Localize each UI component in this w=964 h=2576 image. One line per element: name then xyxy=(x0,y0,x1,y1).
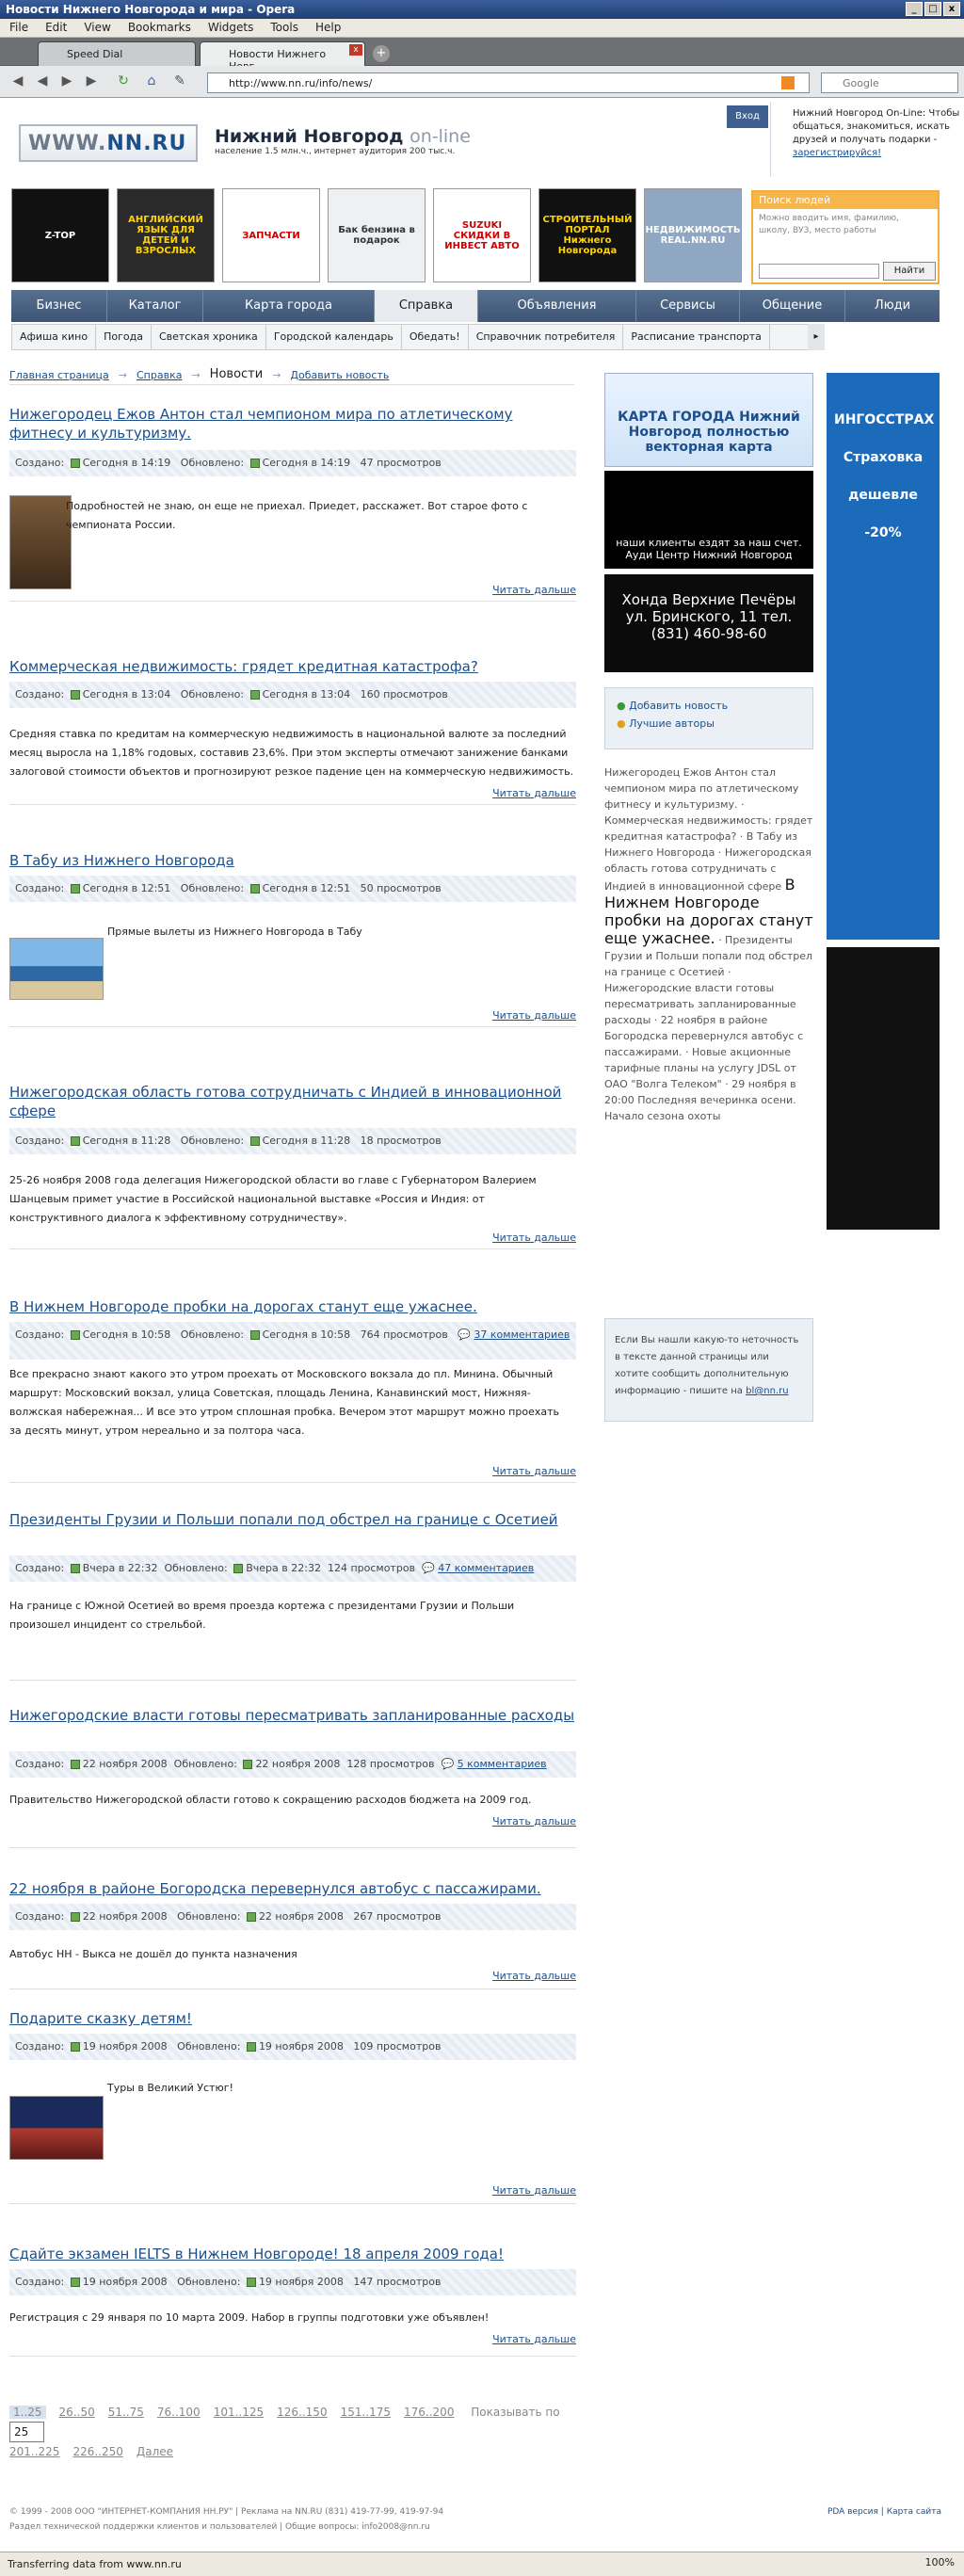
minimize-button[interactable]: _ xyxy=(906,2,923,16)
menu-file[interactable]: File xyxy=(9,21,29,34)
ad-audi[interactable]: наши клиенты ездят за наш счет. Ауди Центр Нижний Новгород xyxy=(604,471,813,569)
calendar-icon xyxy=(250,459,260,468)
subnav-lunch[interactable]: Обедать! xyxy=(402,325,469,349)
read-more-link[interactable]: Читать дальше xyxy=(492,1815,576,1827)
banner-parts[interactable]: ЗАПЧАСТИ xyxy=(222,188,320,282)
calendar-icon xyxy=(71,1564,80,1573)
news-actions-box xyxy=(604,687,813,749)
comment-icon: 💬 xyxy=(441,1758,455,1770)
tab-speed-dial[interactable] xyxy=(38,41,196,66)
search-input[interactable]: Google xyxy=(821,72,958,93)
article-text: Правительство Нижегородской области готово к сокращению расходов бюджета на 2009 год. xyxy=(9,1794,532,1806)
menu-help[interactable]: Help xyxy=(314,21,342,34)
address-bar xyxy=(0,66,964,98)
pagination xyxy=(9,2403,576,2461)
created-value: 19 ноября 2008 xyxy=(82,2040,168,2053)
calendar-icon xyxy=(243,1760,252,1769)
article-title[interactable]: Сдайте экзамен IELTS в Нижнем Новгороде! 18 апреля 2009 года! xyxy=(9,2246,505,2262)
tag-cloud-text[interactable]: · Президенты Грузии и Польши попали под обстрел на границе с Осетией · Нижегородские власти готовы пересматривать запланированные расходы · 22 ноября в районе Богородска перевернулся автобус с пассажирами. · Новые акционные тарифные планы на услугу JDSL от ОАО "Волга Телеком" · 29 ноября в 20:00 Последняя вечеринка осени. Начало сезона охоты xyxy=(604,934,813,1122)
rss-icon[interactable] xyxy=(781,76,795,89)
reload-icon[interactable]: ↻ xyxy=(118,73,129,89)
nav-reference[interactable]: Справка xyxy=(375,290,478,322)
article xyxy=(9,1706,576,1885)
created-value: Сегодня в 12:51 xyxy=(82,882,171,894)
menu-widgets[interactable]: Widgets xyxy=(207,21,254,34)
article-title[interactable]: В Табу из Нижнего Новгорода xyxy=(9,852,234,869)
crumb-arrow-icon: → xyxy=(118,369,127,381)
tab-label: Speed Dial xyxy=(67,48,123,60)
new-tab-button[interactable]: + xyxy=(373,45,390,62)
feedback-note xyxy=(604,1318,813,1422)
created-label: Создано: xyxy=(15,2040,65,2053)
created-label: Создано: xyxy=(15,688,65,700)
article-divider xyxy=(9,601,576,602)
read-more-link[interactable]: Читать дальше xyxy=(492,2184,576,2197)
logo-main: NN.RU xyxy=(106,132,187,155)
created-value: 22 ноября 2008 xyxy=(82,1758,168,1770)
article-text: Регистрация с 29 января по 10 марта 2009. Набор в группы подготовки уже объявлен! xyxy=(9,2311,490,2324)
subnav-cinema[interactable]: Афиша кино xyxy=(12,325,96,349)
main-nav xyxy=(11,290,940,322)
updated-label: Обновлено: xyxy=(177,1910,241,1923)
article xyxy=(9,1083,576,1252)
article-meta xyxy=(9,682,576,708)
login-text xyxy=(793,107,960,160)
news-tag-cloud xyxy=(604,765,813,1141)
register-link[interactable]: зарегистрируйся! xyxy=(793,148,882,158)
calendar-icon xyxy=(247,2278,256,2287)
views-count: 160 просмотров xyxy=(360,688,448,700)
add-news-label: Добавить новость xyxy=(629,700,729,712)
add-news-action[interactable] xyxy=(617,700,801,712)
subnav-transport[interactable]: Расписание транспорта xyxy=(623,325,770,349)
calendar-icon xyxy=(250,690,260,700)
people-search-box xyxy=(751,190,940,284)
updated-label: Обновлено: xyxy=(177,2040,241,2053)
footer-links[interactable]: PDA версия | Карта сайта xyxy=(827,2507,941,2517)
article xyxy=(9,1510,576,1689)
article-meta xyxy=(9,876,576,902)
created-value: Вчера в 22:32 xyxy=(82,1562,158,1574)
calendar-icon xyxy=(71,1760,80,1769)
forward-icon[interactable]: ▶ xyxy=(61,73,72,89)
footer xyxy=(9,2504,941,2535)
home-icon[interactable]: ⌂ xyxy=(147,73,156,89)
read-more-link[interactable]: Читать дальше xyxy=(492,1009,576,1022)
article-divider xyxy=(9,2203,576,2204)
calendar-icon xyxy=(247,1912,256,1922)
page-title: Новости xyxy=(209,367,264,381)
article-photo[interactable] xyxy=(9,495,72,589)
nav-ads[interactable]: Объявления xyxy=(478,290,636,322)
banner-suzuki[interactable]: SUZUKI СКИДКИ В ИНВЕСТ АВТО xyxy=(433,188,531,282)
updated-label: Обновлено: xyxy=(173,1758,237,1770)
created-value: 22 ноября 2008 xyxy=(82,1910,168,1923)
page-link[interactable]: 226..250 xyxy=(72,2445,123,2458)
created-label: Создано: xyxy=(15,1910,65,1923)
ad-honda[interactable]: Хонда Верхние Печёры ул. Бринского, 11 тел. (831) 460-98-60 xyxy=(604,574,813,672)
created-value: Сегодня в 14:19 xyxy=(82,457,171,469)
comment-icon: 💬 xyxy=(458,1328,471,1341)
calendar-icon xyxy=(247,2042,256,2052)
article-title[interactable]: Нижегородская область готова сотрудничать с Индией в инновационной сфере xyxy=(9,1084,562,1119)
subnav-calendar[interactable]: Городской календарь xyxy=(266,325,402,349)
banner-real[interactable]: НЕДВИЖИМОСТЬ REAL.NN.RU xyxy=(644,188,742,282)
nav-community[interactable]: Общение xyxy=(740,290,845,322)
tag-cloud-featured[interactable]: В Нижнем Новгороде пробки на дорогах станут еще ужаснее. xyxy=(604,876,813,947)
comments-link[interactable]: 47 комментариев xyxy=(438,1562,535,1574)
tab-bar xyxy=(0,38,964,66)
rewind-icon[interactable]: ◀ xyxy=(37,73,48,89)
status-text: Transferring data from www.nn.ru xyxy=(8,2558,182,2570)
nav-services[interactable]: Сервисы xyxy=(636,290,740,322)
created-value: Сегодня в 13:04 xyxy=(82,688,171,700)
page-link[interactable]: 201..225 xyxy=(9,2445,60,2458)
sub-nav xyxy=(11,324,825,350)
tab-label: Новости Нижнего xyxy=(229,48,327,60)
updated-value: Сегодня в 13:04 xyxy=(262,688,351,700)
people-search-button[interactable]: Найти xyxy=(883,262,936,281)
updated-label: Обновлено: xyxy=(180,457,245,469)
article-divider xyxy=(9,2356,576,2357)
views-count: 764 просмотров xyxy=(360,1328,448,1341)
calendar-icon xyxy=(71,1330,80,1340)
article xyxy=(9,2245,576,2395)
article-meta xyxy=(9,2269,576,2295)
status-bar xyxy=(0,2552,964,2576)
calendar-icon xyxy=(71,1912,80,1922)
updated-value: 19 ноября 2008 xyxy=(258,2040,344,2053)
article-text: На границе с Южной Осетией во время проезда кортежа с президентами Грузии и Польши произошел инцидент со стрельбой. xyxy=(9,1600,515,1631)
article-text: Средняя ставка по кредитам на коммерческую недвижимость в национальной валюте за последний месяц выросла на 1,18% годовых, составив 23,6%. При этом эксперты отмечают занижение банками залоговой стоимости объектов и прогнозируют резкое падение цен на коммерческую недвижимость. xyxy=(9,728,574,778)
site-title xyxy=(215,126,471,147)
page-size-select[interactable]: 25 xyxy=(9,2422,44,2442)
maximize-button[interactable]: □ xyxy=(924,2,941,16)
article-text: Все прекрасно знают какого это утром проехать от Московского вокзала до пл. Минина. Обычный маршрут: Московский вокзал, улица Советская, площадь Ленина, Канавинский мост, Нижняя-волжская набережная... И все это утром сплошная пробка. Вечером этот маршрут можно проехать за десять минут, утром нереально и за полтора часа. xyxy=(9,1368,559,1437)
page-link[interactable]: 76..100 xyxy=(156,2406,201,2419)
article-meta xyxy=(9,1322,576,1360)
calendar-icon xyxy=(233,1564,243,1573)
tab-news[interactable] xyxy=(200,41,365,66)
article-meta xyxy=(9,1555,576,1582)
nav-city-map[interactable]: Карта города xyxy=(203,290,375,322)
views-count: 147 просмотров xyxy=(353,2276,442,2288)
updated-value: Сегодня в 11:28 xyxy=(262,1135,351,1147)
article xyxy=(9,1297,576,1495)
views-count: 267 просмотров xyxy=(353,1910,442,1923)
updated-value: Сегодня в 14:19 xyxy=(262,457,351,469)
page-size-label: Показывать по xyxy=(471,2406,560,2419)
add-news-link[interactable]: Добавить новость xyxy=(290,369,390,381)
article-title[interactable]: Президенты Грузии и Польши попали под обстрел на границе с Осетией xyxy=(9,1511,558,1528)
updated-value: Вчера в 22:32 xyxy=(246,1562,321,1574)
created-label: Создано: xyxy=(15,882,65,894)
calendar-icon xyxy=(71,884,80,894)
feedback-text: Если Вы нашли какую-то неточность в тексте данной страницы или хотите сообщить дополнительную информацию - пишите на xyxy=(615,1335,799,1396)
article xyxy=(9,657,576,817)
close-window-button[interactable]: x xyxy=(943,2,960,16)
banner-english[interactable]: АНГЛИЙСКИЙ ЯЗЫК ДЛЯ ДЕТЕЙ И ВЗРОСЛЫХ xyxy=(117,188,215,282)
calendar-icon xyxy=(71,2042,80,2052)
fast-forward-icon[interactable]: ▶ xyxy=(86,73,97,89)
subnav-chronicle[interactable]: Светская хроника xyxy=(152,325,266,349)
article-meta xyxy=(9,1751,576,1778)
page-link[interactable]: 101..125 xyxy=(213,2406,265,2419)
updated-value: Сегодня в 10:58 xyxy=(262,1328,351,1341)
site-title-text: Нижний Новгород xyxy=(215,126,404,147)
article-divider xyxy=(9,1847,576,1848)
footer-support: Раздел технической поддержки клиентов и пользователей | Общие вопросы: info2008@nn.ru xyxy=(9,2522,430,2532)
calendar-icon xyxy=(71,1136,80,1146)
article-divider xyxy=(9,804,576,805)
best-authors-action[interactable] xyxy=(617,717,801,730)
calendar-icon xyxy=(71,2278,80,2287)
crumb-reference[interactable]: Справка xyxy=(136,369,183,381)
created-label: Создано: xyxy=(15,1328,65,1341)
article-divider xyxy=(9,1680,576,1681)
people-search-hint: Можно вводить имя, фамилию, школу, ВУЗ, место работы xyxy=(759,214,899,235)
tag-cloud-text[interactable]: Нижегородец Ежов Антон стал чемпионом мира по атлетическому фитнесу и культуризму. · Коммерческая недвижимость: грядет кредитная катастрофа? · В Табу из Нижнего Новгорода · Нижегородская область готова сотрудничать с Индией в инновационной сфере xyxy=(604,766,813,893)
article-title[interactable]: Коммерческая недвижимость: грядет кредитная катастрофа? xyxy=(9,658,478,675)
calendar-icon xyxy=(250,884,260,894)
article-photo[interactable] xyxy=(9,938,104,1000)
login-button[interactable]: Вход xyxy=(727,105,768,128)
people-search-title: Поиск людей xyxy=(753,192,938,209)
window-titlebar xyxy=(0,0,964,19)
logo-prefix: WWW. xyxy=(28,132,107,155)
article-text: Автобус НН - Выкса не дошёл до пункта назначения xyxy=(9,1948,297,1960)
updated-label: Обновлено: xyxy=(177,2276,241,2288)
banner-ztop[interactable]: Z-TOP xyxy=(11,188,109,282)
url-field[interactable]: http://www.nn.ru/info/news/ xyxy=(207,72,810,93)
comments-link[interactable]: 5 комментариев xyxy=(457,1758,547,1770)
menu-view[interactable]: View xyxy=(84,21,111,34)
next-page-link[interactable]: Далее xyxy=(136,2445,174,2458)
read-more-link[interactable]: Читать дальше xyxy=(492,787,576,799)
crumb-arrow-icon: → xyxy=(191,369,201,381)
calendar-icon xyxy=(71,459,80,468)
site-title-suffix: on-line xyxy=(410,126,471,147)
updated-label: Обновлено: xyxy=(180,1135,245,1147)
wand-icon[interactable]: ✎ xyxy=(174,73,185,89)
ad-car-dark[interactable] xyxy=(827,947,940,1230)
article-title[interactable]: В Нижнем Новгороде пробки на дорогах станут еще ужаснее. xyxy=(9,1298,477,1315)
created-value: Сегодня в 11:28 xyxy=(82,1135,171,1147)
article-divider xyxy=(9,1248,576,1249)
read-more-link[interactable]: Читать дальше xyxy=(492,584,576,596)
updated-label: Обновлено: xyxy=(180,882,245,894)
crumb-arrow-icon: → xyxy=(272,369,281,381)
page-link[interactable]: 151..175 xyxy=(340,2406,392,2419)
read-more-link[interactable]: Читать дальше xyxy=(492,1232,576,1244)
created-value: 19 ноября 2008 xyxy=(82,2276,168,2288)
login-text-body: Нижний Новгород On-Line: Чтобы общаться, знакомиться, искать друзей и получать подарки - xyxy=(793,108,960,145)
views-count: 47 просмотров xyxy=(360,457,442,469)
updated-value: Сегодня в 12:51 xyxy=(262,882,351,894)
subnav-more-icon[interactable]: ▸ xyxy=(808,324,825,350)
page-link[interactable]: 26..50 xyxy=(58,2406,95,2419)
page-link[interactable]: 176..200 xyxy=(404,2406,455,2419)
article-text: Подробностей не знаю, он еще не приехал. Приедет, расскажет. Вот старое фото с чемпионата России. xyxy=(66,500,528,531)
site-subtitle: население 1.5 млн.ч., интернет аудитория 200 тыс.ч. xyxy=(215,147,456,156)
article-title[interactable]: 22 ноября в районе Богородска перевернулся автобус с пассажирами. xyxy=(9,1880,541,1897)
breadcrumb xyxy=(9,369,389,381)
updated-label: Обновлено: xyxy=(164,1562,228,1574)
subnav-weather[interactable]: Погода xyxy=(96,325,152,349)
article-meta xyxy=(9,1128,576,1154)
views-count: 50 просмотров xyxy=(360,882,442,894)
created-label: Создано: xyxy=(15,1562,65,1574)
article-title[interactable]: Подарите сказку детям! xyxy=(9,2010,192,2027)
created-value: Сегодня в 10:58 xyxy=(82,1328,171,1341)
article-divider xyxy=(9,1482,576,1483)
article-divider xyxy=(9,1026,576,1027)
comment-icon: 💬 xyxy=(422,1562,435,1574)
zoom-control[interactable]: 100% xyxy=(924,2556,955,2568)
views-count: 128 просмотров xyxy=(346,1758,435,1770)
best-authors-label: Лучшие авторы xyxy=(629,717,715,730)
feedback-email-link[interactable]: bl@nn.ru xyxy=(746,1386,789,1396)
comments-link[interactable]: 37 комментариев xyxy=(474,1328,570,1341)
article-meta xyxy=(9,1904,576,1930)
article xyxy=(9,405,576,603)
window-title: Новости Нижнего Новгорода и мира - Opera xyxy=(6,3,296,16)
views-count: 124 просмотров xyxy=(327,1562,416,1574)
read-more-link[interactable]: Читать дальше xyxy=(492,2333,576,2345)
article xyxy=(9,851,576,1039)
article-title[interactable]: Нижегородские власти готовы пересматривать запланированные расходы xyxy=(9,1707,575,1724)
article-meta xyxy=(9,450,576,476)
article-text: 25-26 ноября 2008 года делегация Нижегородской области во главе с Губернатором Валерием Шанцевым примет участие в Российской национальной выставке «Россия и Индия: от конструктивного диалога к эффективному сотрудничеству». xyxy=(9,1174,537,1224)
article-photo[interactable] xyxy=(9,2096,104,2160)
footer-copyright: © 1999 - 2008 ООО "ИНТЕРНЕТ-КОМПАНИЯ НН.РУ" | Реклама на NN.RU (831) 419-77-99, 419-97-94 xyxy=(9,2507,444,2517)
views-count: 109 просмотров xyxy=(353,2040,442,2053)
star-icon: ● xyxy=(617,717,626,730)
created-label: Создано: xyxy=(15,457,65,469)
article-divider xyxy=(9,1988,576,1989)
crumb-divider xyxy=(9,384,574,385)
page-link[interactable]: 51..75 xyxy=(107,2406,144,2419)
article-title[interactable]: Нижегородец Ежов Антон стал чемпионом мира по атлетическому фитнесу и культуризму. xyxy=(9,406,513,442)
crumb-home[interactable]: Главная страница xyxy=(9,369,109,381)
banner-petrol[interactable]: Бак бензина в подарок xyxy=(328,188,426,282)
updated-value: 22 ноября 2008 xyxy=(255,1758,341,1770)
ad-ingosstrakh[interactable] xyxy=(827,373,940,940)
created-label: Создано: xyxy=(15,1135,65,1147)
updated-value: 19 ноября 2008 xyxy=(258,2276,344,2288)
menu-edit[interactable]: Edit xyxy=(45,21,68,34)
subnav-directory[interactable]: Справочник потребителя xyxy=(469,325,624,349)
article-text: Туры в Великий Устюг! xyxy=(107,2082,233,2094)
back-icon[interactable]: ◀ xyxy=(12,73,24,89)
site-logo[interactable] xyxy=(19,124,198,162)
nav-catalog[interactable]: Каталог xyxy=(107,290,203,322)
nav-people[interactable]: Люди xyxy=(874,298,911,313)
banner-stroy[interactable]: СТРОИТЕЛЬНЫЙ ПОРТАЛ Нижнего Новгорода xyxy=(538,188,636,282)
ad-city-map[interactable]: КАРТА ГОРОДА Нижний Новгород полностью векторная карта xyxy=(604,373,813,467)
page-link[interactable]: 126..150 xyxy=(277,2406,328,2419)
menu-bar xyxy=(0,19,964,38)
updated-label: Обновлено: xyxy=(180,688,245,700)
ad-ingosstrakh-text: ИНГОССТРАХ Страховка дешевле -20% xyxy=(834,412,935,540)
plus-icon: ● xyxy=(617,700,626,712)
updated-value: 22 ноября 2008 xyxy=(258,1910,344,1923)
article-meta xyxy=(9,2034,576,2060)
created-label: Создано: xyxy=(15,2276,65,2288)
calendar-icon xyxy=(250,1330,260,1340)
people-search-input[interactable] xyxy=(759,264,879,279)
calendar-icon xyxy=(71,690,80,700)
web-page xyxy=(0,98,964,2552)
page-link[interactable]: 1..25 xyxy=(9,2406,46,2419)
calendar-icon xyxy=(250,1136,260,1146)
created-label: Создано: xyxy=(15,1758,65,1770)
article xyxy=(9,2009,576,2216)
header-divider xyxy=(770,102,771,177)
close-tab-icon[interactable]: x xyxy=(349,44,362,56)
menu-tools[interactable]: Tools xyxy=(270,21,298,34)
article-text: Прямые вылеты из Нижнего Новгорода в Табу xyxy=(107,926,362,938)
read-more-link[interactable]: Читать дальше xyxy=(492,1970,576,1982)
read-more-link[interactable]: Читать дальше xyxy=(492,1465,576,1477)
views-count: 18 просмотров xyxy=(360,1135,442,1147)
menu-bookmarks[interactable]: Bookmarks xyxy=(127,21,191,34)
updated-label: Обновлено: xyxy=(180,1328,245,1341)
nav-business[interactable]: Бизнес xyxy=(11,290,107,322)
